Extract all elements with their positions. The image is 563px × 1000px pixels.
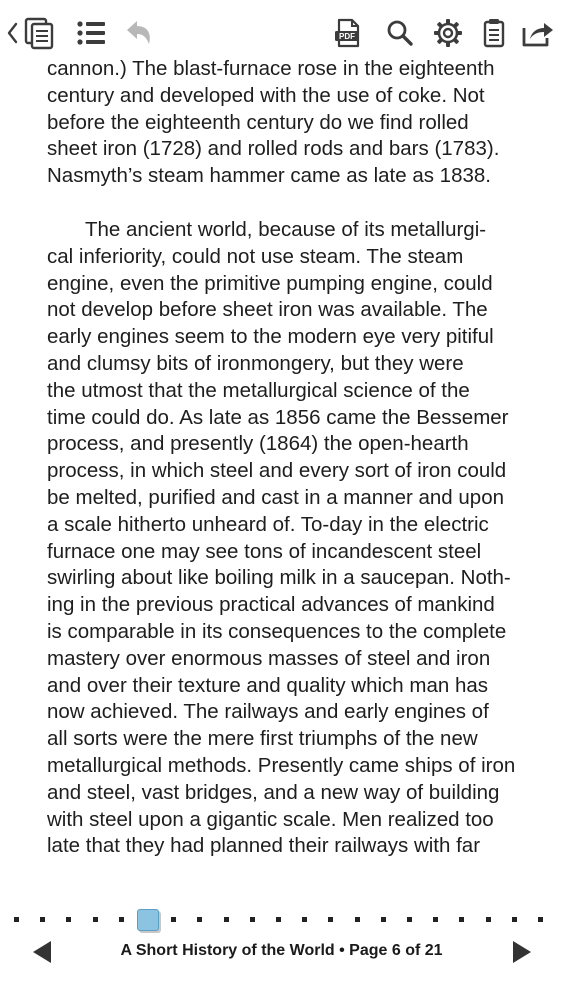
book-page-text — [47, 56, 552, 860]
text-line: time could do. As late as 1856 came the Bessemer — [47, 405, 509, 429]
page-dot[interactable] — [328, 917, 333, 922]
toolbar — [0, 0, 563, 60]
text-line: century and developed with the use of coke. Not — [47, 83, 485, 107]
text-line: The ancient world, because of its metallurgi- — [85, 217, 487, 241]
triangle-right-icon — [512, 940, 532, 964]
text-line: and steel, vast bridges, and a new way of building — [47, 780, 500, 804]
text-line: be melted, purified and cast in a manner and upon — [47, 485, 504, 509]
text-line: process, in which steel and every sort of iron could — [47, 459, 507, 483]
text-line: cal inferiority, could not use steam. The steam — [47, 244, 464, 268]
text-line: sheet iron (1728) and rolled rods and bars (1783). — [47, 137, 500, 161]
table-of-contents-icon[interactable] — [74, 14, 108, 52]
page-dot[interactable] — [171, 917, 176, 922]
current-page-thumb[interactable] — [137, 909, 159, 931]
page-scrubber[interactable] — [0, 902, 563, 932]
page-dot[interactable] — [407, 917, 412, 922]
text-line: early engines seem to the modern eye very pitiful — [47, 325, 494, 349]
text-line: is comparable in its consequences to the complete — [47, 619, 507, 643]
text-line: a scale hitherto unheard of. To-day in the electric — [47, 512, 489, 536]
page-dot[interactable] — [119, 917, 124, 922]
page-dot[interactable] — [381, 917, 386, 922]
page-dot[interactable] — [302, 917, 307, 922]
page-dot[interactable] — [512, 917, 517, 922]
page-dot[interactable] — [40, 917, 45, 922]
page-dot[interactable] — [224, 917, 229, 922]
text-line: late that they had planned their railways with far — [47, 834, 481, 858]
text-line: engine, even the primitive pumping engine, could — [47, 271, 493, 295]
text-line: now achieved. The railways and early engines of — [47, 700, 489, 724]
notes-icon[interactable] — [480, 14, 508, 52]
text-line: and over their texture and quality which man has — [47, 673, 489, 697]
page-dot[interactable] — [93, 917, 98, 922]
page-dot[interactable] — [459, 917, 464, 922]
back-chevron-icon[interactable] — [4, 14, 20, 52]
page-dot[interactable] — [250, 917, 255, 922]
text-line: before the eighteenth century do we find rolled — [47, 110, 469, 134]
page-dot[interactable] — [538, 917, 543, 922]
undo-icon[interactable] — [124, 14, 154, 52]
text-line: Nasmyth’s steam hammer came as late as 1838. — [47, 164, 491, 188]
page-dot[interactable] — [197, 917, 202, 922]
page-dot[interactable] — [14, 917, 19, 922]
book-title-page-indicator: A Short History of the World • Page 6 of 21 — [120, 942, 443, 959]
text-line: all sorts were the mere first triumphs of the new — [47, 727, 478, 751]
paragraph — [47, 217, 552, 860]
library-icon[interactable] — [22, 14, 58, 52]
footer-bar — [0, 932, 563, 972]
page-dot[interactable] — [433, 917, 438, 922]
page-dot[interactable] — [66, 917, 71, 922]
text-line: the utmost that the metallurgical science of the — [47, 378, 470, 402]
search-icon[interactable] — [384, 14, 416, 52]
page-dot[interactable] — [486, 917, 491, 922]
page-dot[interactable] — [355, 917, 360, 922]
next-page-button[interactable] — [510, 938, 534, 966]
text-line: not develop before sheet iron was available. The — [47, 298, 488, 322]
pdf-label: PDF — [339, 32, 355, 41]
settings-gear-icon[interactable] — [432, 14, 464, 52]
text-line: furnace one may see tons of incandescent steel — [47, 539, 482, 563]
text-line: with steel upon a gigantic scale. Men realized too — [47, 807, 494, 831]
text-line: cannon.) The blast-furnace rose in the eighteenth — [47, 57, 495, 80]
text-line: mastery over enormous masses of steel and iron — [47, 646, 491, 670]
page-dot[interactable] — [276, 917, 281, 922]
text-line: process, and presently (1864) the open-hearth — [47, 432, 469, 456]
text-line: swirling about like boiling milk in a saucepan. Noth- — [47, 566, 511, 590]
text-line: metallurgical methods. Presently came ships of iron — [47, 753, 516, 777]
pdf-icon[interactable] — [332, 14, 364, 52]
paragraph-gap — [47, 190, 552, 217]
share-icon[interactable] — [520, 14, 556, 52]
text-line: and clumsy bits of ironmongery, but they were — [47, 351, 464, 375]
paragraph — [47, 56, 552, 190]
text-line: ing in the previous practical advances of mankind — [47, 593, 495, 617]
